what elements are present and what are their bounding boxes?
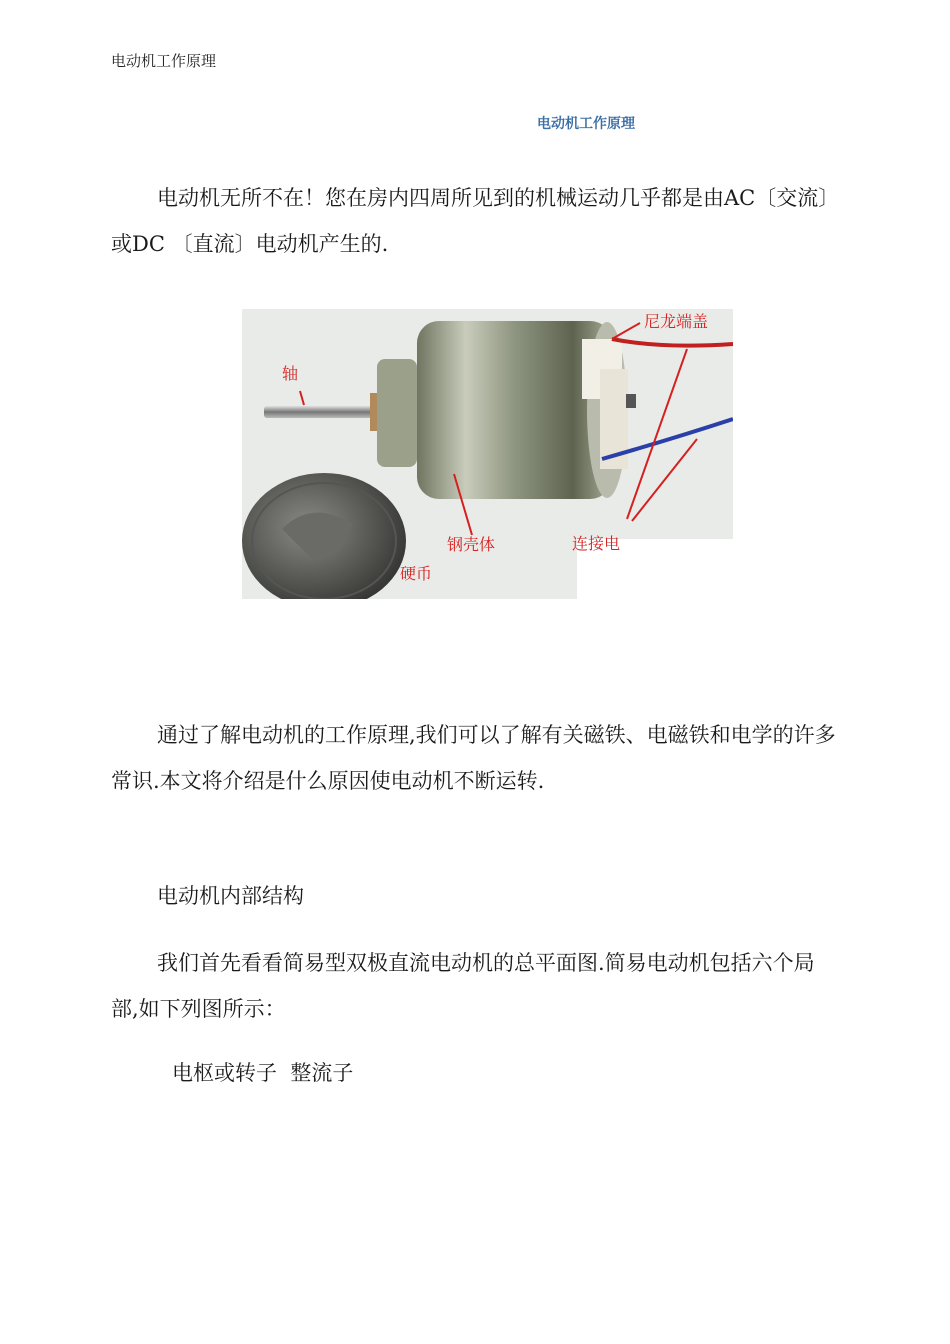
label-shaft: 轴	[282, 364, 299, 383]
running-header: 电动机工作原理	[111, 52, 217, 70]
parts-line: 电枢或转子 整流子	[172, 1061, 354, 1085]
structure-text: 我们首先看看简易型双极直流电动机的总平面图.简易电动机包括六个局部,如下列图所示：	[111, 951, 815, 1021]
section-heading: 电动机内部结构	[157, 884, 304, 908]
label-steel-shell: 钢壳体	[447, 535, 496, 554]
motor-photo-figure	[242, 309, 733, 599]
document-title: 电动机工作原理	[537, 116, 635, 132]
intro-text: 电动机无所不在！您在房内四周所见到的机械运动几乎都是由AC〔交流〕或DC 〔直流〕电动机产生的.	[111, 186, 840, 256]
principle-paragraph	[111, 712, 841, 804]
label-nylon-cap: 尼龙端盖	[644, 312, 709, 331]
label-coin: 硬币	[400, 564, 433, 583]
principle-text: 通过了解电动机的工作原理,我们可以了解有关磁铁、电磁铁和电学的许多常识.本文将介绍是什么原因使电动机不断运转.	[111, 723, 836, 793]
motor-can-image	[417, 321, 636, 499]
motor-photo	[242, 309, 733, 599]
intro-paragraph	[111, 175, 841, 267]
label-leads: 连接电	[572, 534, 621, 553]
structure-paragraph	[111, 940, 841, 1032]
section-heading-line	[111, 873, 841, 919]
